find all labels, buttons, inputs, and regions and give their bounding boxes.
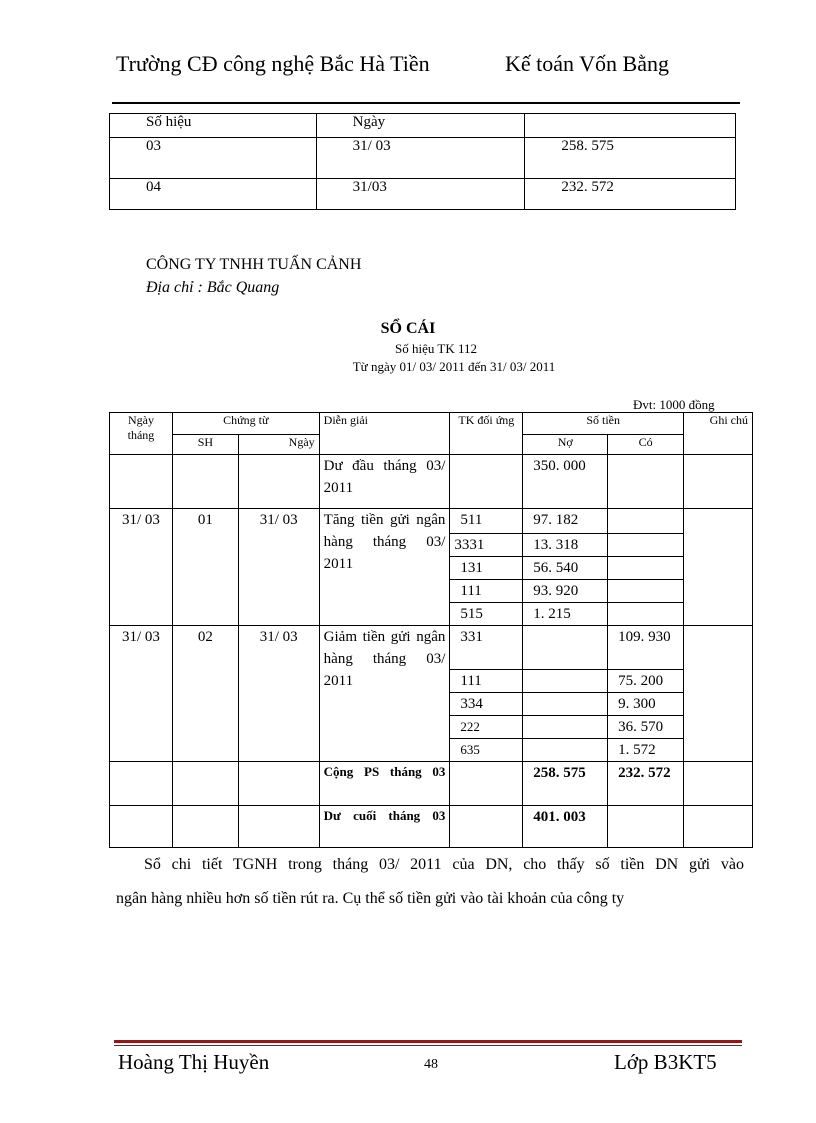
ledger-account: Số hiệu TK 112 [395, 341, 477, 356]
table-row [110, 179, 736, 210]
body-paragraph [116, 848, 744, 916]
header-school: Trường CĐ công nghệ Bắc Hà Tiền [116, 51, 430, 76]
group1-voucher-date: 31/ 03 [238, 509, 319, 626]
header-note: Ghi chú [684, 413, 753, 455]
header-credit: Có [608, 435, 684, 455]
ledger-unit: Đvt: 1000 đồng [633, 397, 715, 412]
footer-divider [114, 1045, 742, 1046]
header-amount: Số tiền [523, 413, 684, 435]
group2-tk: 635 [450, 739, 523, 762]
opening-debit: 350. 000 [523, 455, 608, 509]
group2-voucher-date: 31/ 03 [238, 626, 319, 762]
table-row [110, 114, 736, 138]
table-header-row [110, 413, 753, 435]
group2-tk: 222 [450, 716, 523, 739]
group2-credit: 109. 930 [608, 626, 684, 670]
group1-debit: 56. 540 [523, 557, 608, 580]
group1-debit: 93. 920 [523, 580, 608, 603]
footer-divider [114, 1040, 742, 1043]
voucher-summary-table [109, 113, 736, 210]
ledger-title: SỔ CÁI [380, 320, 436, 337]
group1-tk: 515 [450, 603, 523, 626]
table-header-cell: Ngày [316, 114, 525, 138]
group1-date: 31/ 03 [110, 509, 173, 626]
table-cell: 232. 572 [525, 179, 736, 210]
header-description: Diễn giải [319, 413, 450, 455]
header-sh: SH [172, 435, 238, 455]
group1-debit: 97. 182 [523, 509, 608, 534]
table-cell: 31/ 03 [316, 138, 525, 179]
closing-description: Dư cuối tháng 03 [319, 806, 450, 848]
group2-credit: 1. 572 [608, 739, 684, 762]
group1-tk: 111 [450, 580, 523, 603]
general-ledger-table [109, 412, 753, 848]
header-date: Ngày tháng [110, 413, 173, 455]
group1-sh: 01 [172, 509, 238, 626]
group1-debit: 13. 318 [523, 534, 608, 557]
header-debit: Nợ [523, 435, 608, 455]
opening-description: Dư đầu tháng 03/ 2011 [319, 455, 450, 509]
total-description: Cộng PS tháng 03 [319, 762, 450, 806]
group2-description: Giảm tiền gửi ngân hàng tháng 03/ 2011 [319, 626, 450, 762]
paragraph-line: Sổ chi tiết TGNH trong tháng 03/ 2011 của DN, cho thấy số tiền DN gửi vào [144, 856, 744, 873]
table-row [110, 762, 753, 806]
total-debit: 258. 575 [523, 762, 608, 806]
group1-tk: 3331 [450, 534, 523, 557]
paragraph-line: ngân hàng nhiều hơn số tiền rút ra. Cụ thể số tiền gửi vào tài khoản của công ty [116, 890, 625, 907]
header-divider [112, 102, 740, 104]
group2-sh: 02 [172, 626, 238, 762]
group2-credit: 36. 570 [608, 716, 684, 739]
table-row [110, 626, 753, 670]
header-counter-account: TK đối ứng [450, 413, 523, 455]
table-header-cell [525, 114, 736, 138]
footer-class: Lớp B3KT5 [614, 1050, 717, 1074]
table-row [110, 138, 736, 179]
table-row [110, 509, 753, 534]
footer-author: Hoàng Thị Huyền [118, 1050, 270, 1074]
group2-tk: 111 [450, 670, 523, 693]
group2-date: 31/ 03 [110, 626, 173, 762]
company-address: Địa chỉ : Bắc Quang [146, 279, 280, 296]
group1-description: Tăng tiền gửi ngân hàng tháng 03/ 2011 [319, 509, 450, 626]
group2-tk: 334 [450, 693, 523, 716]
header-voucher: Chứng từ [172, 413, 319, 435]
table-cell: 31/03 [316, 179, 525, 210]
table-header-cell: Số hiệu [110, 114, 317, 138]
company-name: CÔNG TY TNHH TUẤN CẢNH [146, 256, 362, 273]
group1-debit: 1. 215 [523, 603, 608, 626]
table-cell: 03 [110, 138, 317, 179]
total-credit: 232. 572 [608, 762, 684, 806]
group1-tk: 131 [450, 557, 523, 580]
ledger-period: Từ ngày 01/ 03/ 2011 đến 31/ 03/ 2011 [352, 359, 556, 374]
group2-tk: 331 [450, 626, 523, 670]
header-voucher-date: Ngày [238, 435, 319, 455]
page-number: 48 [424, 1057, 438, 1072]
table-cell: 04 [110, 179, 317, 210]
header-subject: Kế toán Vốn Bằng [505, 51, 669, 76]
table-row [110, 455, 753, 509]
group2-credit: 9. 300 [608, 693, 684, 716]
group2-credit: 75. 200 [608, 670, 684, 693]
closing-debit: 401. 003 [523, 806, 608, 848]
group1-tk: 511 [450, 509, 523, 534]
table-row [110, 806, 753, 848]
table-cell: 258. 575 [525, 138, 736, 179]
